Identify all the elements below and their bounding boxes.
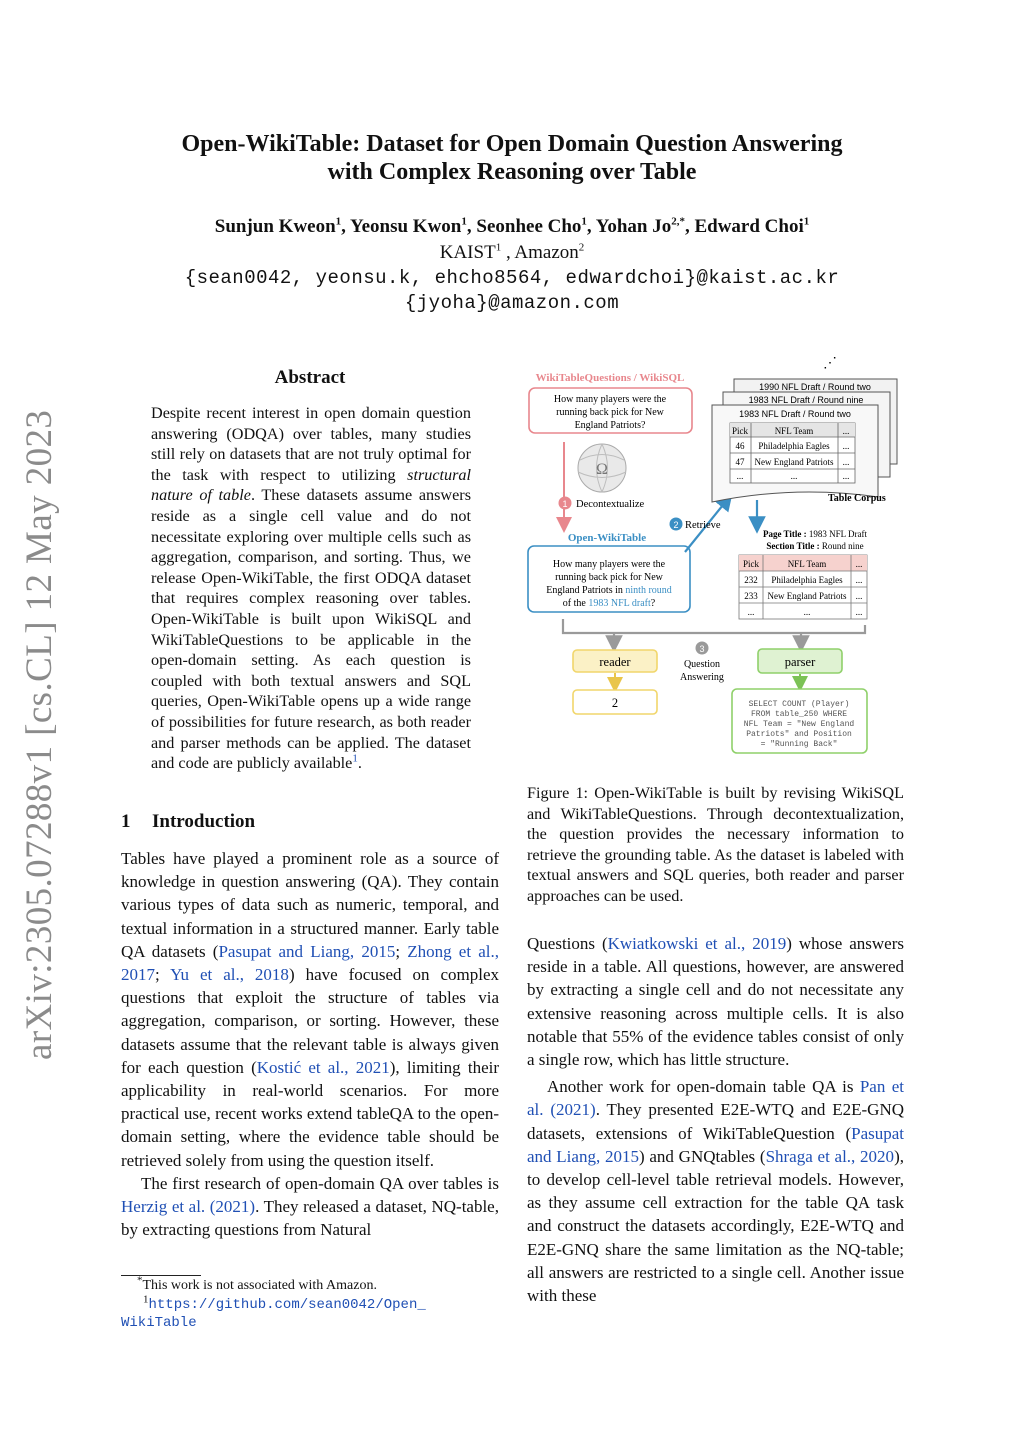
paragraph — [121, 847, 499, 1172]
step-2-number: 2 — [673, 520, 679, 530]
author-name: , Yohan Jo — [586, 216, 672, 237]
reader-answer: 2 — [611, 696, 619, 710]
footnote-text: This work is not associated with Amazon. — [142, 1278, 377, 1293]
abstract-text: . — [357, 754, 362, 773]
reader-label: reader — [599, 655, 631, 669]
figure-caption: Figure 1: Open-WikiTable is built by revising WikiSQL and WikiTableQuestions. Through decontextualization, the question provides the necessary information to retrieve the grounding table. As the dataset is labeled with textual answers and SQL queries, both reader and parser approaches can be used. — [527, 784, 904, 905]
text: Another work for open-domain table QA is — [547, 1077, 860, 1097]
merge-bracket — [563, 619, 865, 633]
text: ) and GNQtables ( — [638, 1146, 766, 1166]
target-dataset-label: Open-WikiTable — [567, 532, 647, 544]
corpus-card-title: 1983 NFL Draft / Round nine — [748, 395, 864, 405]
author-name: Sunjun Kweon — [214, 216, 336, 237]
abstract-text: . These datasets assume answers reside as a single cell value and do not necessitate exploring over multiple cells such as aggregation, comparison, and sorting. Thus, we release Open-WikiTable, the first ODQA dataset that requires complex reasoning over tables. Open-WikiTable is built upon WikiSQL and WikiTableQuestions to be applicable in the open-domain setting. As each question is coupled with both textual answers and SQL queries, Open-WikiTable opens up a wide range of possibilities for future research, as both reader and parser methods can be applied. The dataset and code are publicly available — [151, 486, 471, 773]
retrieved-cell: ... — [747, 607, 755, 617]
retrieved-cell: ... — [855, 591, 863, 601]
corpus-cell: 47 — [735, 457, 745, 467]
step-1-number: 1 — [562, 499, 568, 509]
q-text: of the — [562, 598, 589, 609]
text: . They released a dataset, NQ-table, by extracting questions from Natural — [121, 1197, 499, 1240]
label: Section Title : — [766, 541, 822, 551]
corpus-cell: 46 — [735, 441, 745, 451]
author-affil-mark: 1 — [335, 215, 342, 228]
footnote-rule — [121, 1275, 201, 1276]
author-affil-mark: 1 — [803, 215, 810, 228]
corpus-cell: ... — [842, 457, 850, 467]
sql-line: FROM table_250 WHERE — [750, 710, 848, 719]
email-line-1: {sean0042, yeonsu.k, ehcho8564, edwardchoi}@kaist.ac.kr — [184, 267, 840, 289]
corpus-cell: New England Patriots — [754, 457, 834, 467]
value: 1983 NFL Draft — [808, 529, 868, 539]
corpus-table — [730, 423, 855, 483]
corpus-card-title: 1983 NFL Draft / Round two — [739, 409, 851, 419]
affiliation-amazon: , Amazon — [501, 242, 579, 263]
citation-link[interactable]: Kwiatkowski et al., 2019 — [607, 934, 787, 953]
affiliation-kaist: KAIST — [439, 242, 496, 263]
text: . They presented E2E-WTQ and E2E-GNQ datasets, extensions of WikiTableQuestion ( — [527, 1100, 905, 1143]
footnote-1 — [143, 1293, 523, 1314]
new-q-line: running back pick for New — [555, 572, 663, 583]
paper-title — [0, 130, 1024, 186]
q-text: ? — [650, 598, 656, 609]
paragraph — [121, 1172, 499, 1242]
abstract-body — [151, 403, 471, 774]
table-corpus-label: Table Corpus — [828, 493, 886, 504]
step-3-label: Question — [683, 659, 721, 670]
corpus-header: ... — [842, 426, 850, 436]
corpus-header: Pick — [731, 426, 749, 436]
orig-q-line: running back pick for New — [556, 407, 664, 418]
figure-1 — [525, 357, 905, 767]
text: Questions ( — [527, 934, 608, 953]
corpus-more-dots: ⋰ — [823, 357, 837, 371]
sql-line: Patriots" and Position — [746, 730, 852, 739]
author-affil-mark: 1 — [461, 215, 467, 228]
intro-body — [121, 847, 499, 1241]
footnote-1-cont — [121, 1314, 501, 1332]
q-text: England Patriots in — [546, 585, 626, 596]
section-number: 1 — [121, 811, 131, 832]
text: ; — [395, 941, 408, 961]
affil-mark: 1 — [495, 241, 502, 254]
wikipedia-globe-icon — [578, 444, 626, 492]
corpus-cell: ... — [736, 471, 744, 481]
orig-q-line: How many players were the — [553, 394, 667, 405]
source-dataset-label: WikiTableQuestions / WikiSQL — [535, 372, 685, 384]
step-2-label: Retrieve — [685, 520, 721, 531]
text: ) have focused on complex questions that exploit the structure of tables via aggregation, comparison, or sorting. However, these datasets assume that the relevant table is always given for each question ( — [121, 965, 499, 1077]
section-title — [766, 541, 863, 551]
citation-link[interactable]: Shraga et al., 2020 — [765, 1146, 895, 1166]
sql-line: = "Running Back" — [760, 740, 838, 749]
footnote-ref[interactable]: 1 — [352, 752, 358, 765]
retrieved-table — [739, 555, 867, 619]
footnote-url[interactable]: https://github.com/sean0042/Open_ — [148, 1297, 426, 1313]
wiki-glyph: Ω — [596, 461, 608, 478]
page-title — [763, 529, 868, 539]
sql-line: SELECT COUNT (Player) — [748, 700, 850, 709]
text: Tables have played a prominent role as a source of knowledge in question answering (QA). They contain various types of data such as numeric, temporal, and textual information in a structured manner. Early table QA datasets ( — [121, 849, 499, 961]
author-affil-mark: 1 — [581, 215, 587, 228]
citation-link[interactable]: Pasupat and Liang, 2015 — [218, 941, 396, 961]
footnote-star — [137, 1274, 517, 1294]
retrieved-cell: ... — [803, 607, 811, 617]
q-highlight: ninth round — [625, 585, 672, 596]
retrieved-header: NFL Team — [787, 559, 827, 569]
footnote-mark: * — [137, 1274, 143, 1287]
orig-q-line: England Patriots? — [574, 420, 646, 431]
citation-link[interactable]: Pan et al. (2021) — [527, 1077, 904, 1120]
footnote-mark: 1 — [143, 1293, 149, 1306]
new-q-line — [563, 598, 656, 609]
text: ; — [155, 965, 171, 985]
affiliations — [0, 242, 1024, 264]
new-q-line: How many players were the — [552, 559, 666, 570]
q-highlight: 1983 NFL draft — [588, 598, 651, 609]
abstract-heading: Abstract — [274, 367, 346, 388]
citation-link[interactable]: Pasupat and Liang, 2015 — [527, 1123, 904, 1166]
step-3-number: 3 — [699, 644, 705, 654]
corpus-cell: ... — [842, 441, 850, 451]
title-line-1: Open-WikiTable: Dataset for Open Domain Question Answering — [181, 131, 843, 157]
author-name: , Yeonsu Kwon — [341, 216, 462, 237]
corpus-cell: ... — [790, 471, 798, 481]
retrieved-cell: ... — [855, 575, 863, 585]
step-1-label: Decontextualize — [576, 499, 645, 510]
retrieved-cell: 233 — [744, 591, 758, 601]
retrieved-header: Pick — [742, 559, 760, 569]
retrieved-cell: New England Patriots — [767, 591, 847, 601]
author-list — [0, 216, 1024, 238]
text: ), to develop cell-level table retrieval models. However, as they assume cell extraction for the table QA task and construct the datasets accordingly, E2E-WTQ and E2E-GNQ share the same limitation as the NQ-table; all answers are restricted to a single cell. Another issue with these — [527, 1146, 904, 1306]
retrieved-cell: 232 — [744, 575, 758, 585]
right-column-body — [527, 932, 904, 1307]
retrieved-cell: Philadelphia Eagles — [771, 575, 843, 585]
corpus-cell: ... — [842, 471, 850, 481]
corpus-header: NFL Team — [774, 426, 814, 436]
email-line-2: {jyoha}@amazon.com — [404, 292, 620, 314]
corpus-cell: Philadelphia Eagles — [758, 441, 830, 451]
section-heading-introduction — [121, 811, 255, 833]
affil-mark: 2 — [578, 241, 585, 254]
arxiv-side-label: arXiv:2305.07288v1 [cs.CL] 12 May 2023 — [19, 409, 60, 1060]
text: ), limiting their applicability in real-world scenarios. For more practical use, recent works extend tableQA to the open-domain setting, where the evidence table should be retrieved solely from using the question itself. — [121, 1057, 500, 1170]
text: ) whose answers reside in a table. All questions, however, are answered by extracting a single cell and do not necessitate any extensive reasoning across multiple cells. It is also notable that 55% of the evidence tables consist of only a single row, which has little structure. — [527, 934, 904, 1070]
new-q-line — [546, 585, 672, 596]
footnote-url[interactable]: WikiTable — [121, 1315, 197, 1331]
abstract-emphasis: structural nature of table — [151, 465, 471, 505]
citation-link[interactable]: Zhong et al., 2017 — [121, 941, 500, 985]
sql-line: NFL Team = "New England — [743, 720, 855, 729]
corpus-card-title: 1990 NFL Draft / Round two — [759, 382, 871, 392]
step-3-label: Answering — [680, 672, 724, 683]
author-name: , Seonhee Cho — [466, 216, 582, 237]
text: The first research of open-domain QA over tables is — [141, 1173, 499, 1193]
citation-link[interactable]: Kostić et al., 2021 — [256, 1057, 390, 1077]
value: Round nine — [821, 541, 864, 551]
author-affil-mark: 2,* — [671, 215, 685, 228]
paragraph — [527, 1075, 904, 1307]
parser-label: parser — [784, 655, 816, 669]
abstract-text: Despite recent interest in open domain question answering (ODQA) over tables, many studies still rely on datasets that are not truly optimal for the task with respect to utilizing — [151, 404, 471, 484]
title-line-2: with Complex Reasoning over Table — [327, 159, 697, 185]
paragraph — [527, 932, 904, 1071]
citation-link[interactable]: Herzig et al. (2021) — [121, 1197, 256, 1217]
retrieved-header: ... — [855, 559, 863, 569]
label: Page Title : — [762, 529, 809, 539]
citation-link[interactable]: Yu et al., 2018 — [170, 965, 289, 985]
author-name: , Edward Choi — [684, 216, 804, 237]
retrieved-cell: ... — [855, 607, 863, 617]
section-title: Introduction — [152, 811, 256, 832]
